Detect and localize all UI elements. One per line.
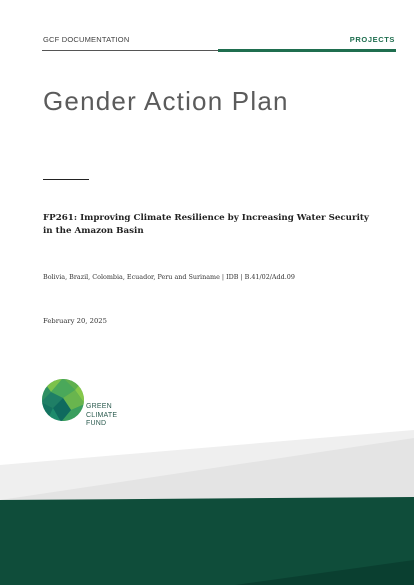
project-subtitle: FP261: Improving Climate Resilience by Increasing Water Security in the Amazon Basin <box>43 213 369 236</box>
logo-line-green: GREEN <box>86 403 112 410</box>
logo-line-climate: CLIMATE <box>86 411 118 419</box>
projects-label: PROJECTS <box>349 35 395 44</box>
document-title: Gender Action Plan <box>43 86 289 116</box>
project-meta: Bolivia, Brazil, Colombia, Ecuador, Peru and Suriname | IDB | B.41/02/Add.09 <box>43 273 295 281</box>
document-date: February 20, 2025 <box>43 317 107 325</box>
logo-line-fund: FUND <box>86 420 107 428</box>
documentation-label: GCF DOCUMENTATION <box>43 35 130 44</box>
